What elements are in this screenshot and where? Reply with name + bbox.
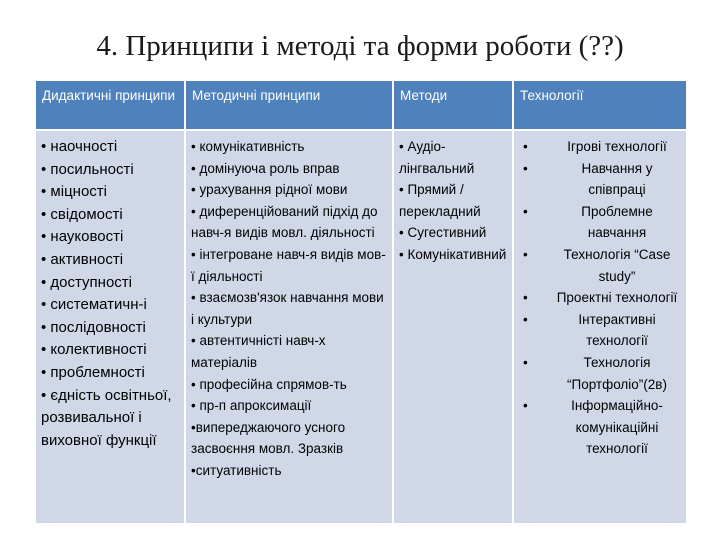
method-item: • Прямий /перекладний [399,182,481,219]
didactic-principles-cell [35,130,185,524]
technology-label: • Технологія “Портфоліо”(2в) [567,354,667,392]
technologies-cell [513,130,687,524]
technology-label: • Навчання у співпраці [581,160,653,198]
method-item: • Сугестивний [399,225,487,241]
technology-label: • Технологія “Case study” [563,246,671,284]
header-didactic-principles: Дидактичні принципи [35,80,185,130]
principles-table [34,79,688,525]
didactic-item: • посильності [41,160,134,178]
technology-item [519,309,681,352]
methodical-item: •випереджаючого усного засвоєння мовл. Зразків [191,419,346,457]
technology-item [519,201,681,244]
didactic-item: • міцності [41,183,107,201]
header-row [35,80,687,130]
didactic-item: • активності [41,250,124,268]
didactic-item: • систематичн-і [41,296,147,314]
header-technologies: Технології [513,80,687,130]
technology-item [519,395,681,460]
didactic-item: • наочності [41,138,118,155]
didactic-item: • проблемності [41,363,145,381]
body-row [35,130,687,524]
didactic-item: • свідомості [41,205,123,223]
methodical-principles-cell [185,130,393,524]
didactic-item: • послідовності [41,318,146,336]
didactic-item: • єдність освітньої, розвивальної і виховної функції [41,386,172,449]
methodical-item: • автентичністі навч-х матеріалів [191,333,326,370]
methodical-item: • урахування рідної мови [191,182,348,198]
methodical-item: • професійна спрямов-ть [191,376,347,392]
header-methods: Методи [393,80,513,130]
method-item: • Аудіо-лінгвальний [399,139,475,176]
methods-cell [393,130,513,524]
technology-label: • Ігрові технології [567,139,667,154]
method-item: • Комунікативний [399,246,507,262]
technology-label: • Проектні технології [556,290,678,306]
methodical-item: •ситуативність [191,462,282,478]
technology-item [519,158,681,201]
technology-item [519,136,681,158]
methodical-item: • інтегроване навч-я видів мов-ї діяльності [191,246,386,284]
header-methodical-principles: Методичні принципи [185,80,393,130]
technology-item [519,287,681,309]
technology-label: • Інформаційно-комунікаційні технології [571,398,663,457]
didactic-item: • науковості [41,228,124,246]
didactic-item: • доступності [41,273,133,291]
technology-item [519,244,681,287]
methodical-item: • взаємозв'язок навчання мови і культури [191,290,384,327]
technology-label: • Проблемне навчання [581,203,653,241]
methodical-item: • комунікативність [191,139,305,154]
slide-title: 4. Принципи і методі та форми роботи (??) [96,30,624,62]
methodical-item: • диференційований підхід до навч-я видів мовл. діяльності [191,203,378,241]
methodical-item: • домінуюча роль вправ [191,160,340,176]
technology-item [519,352,681,395]
technology-label: • Інтерактивні технології [578,311,656,349]
methodical-item: • пр-п апроксимації [191,398,312,414]
didactic-item: • колективності [41,341,147,359]
